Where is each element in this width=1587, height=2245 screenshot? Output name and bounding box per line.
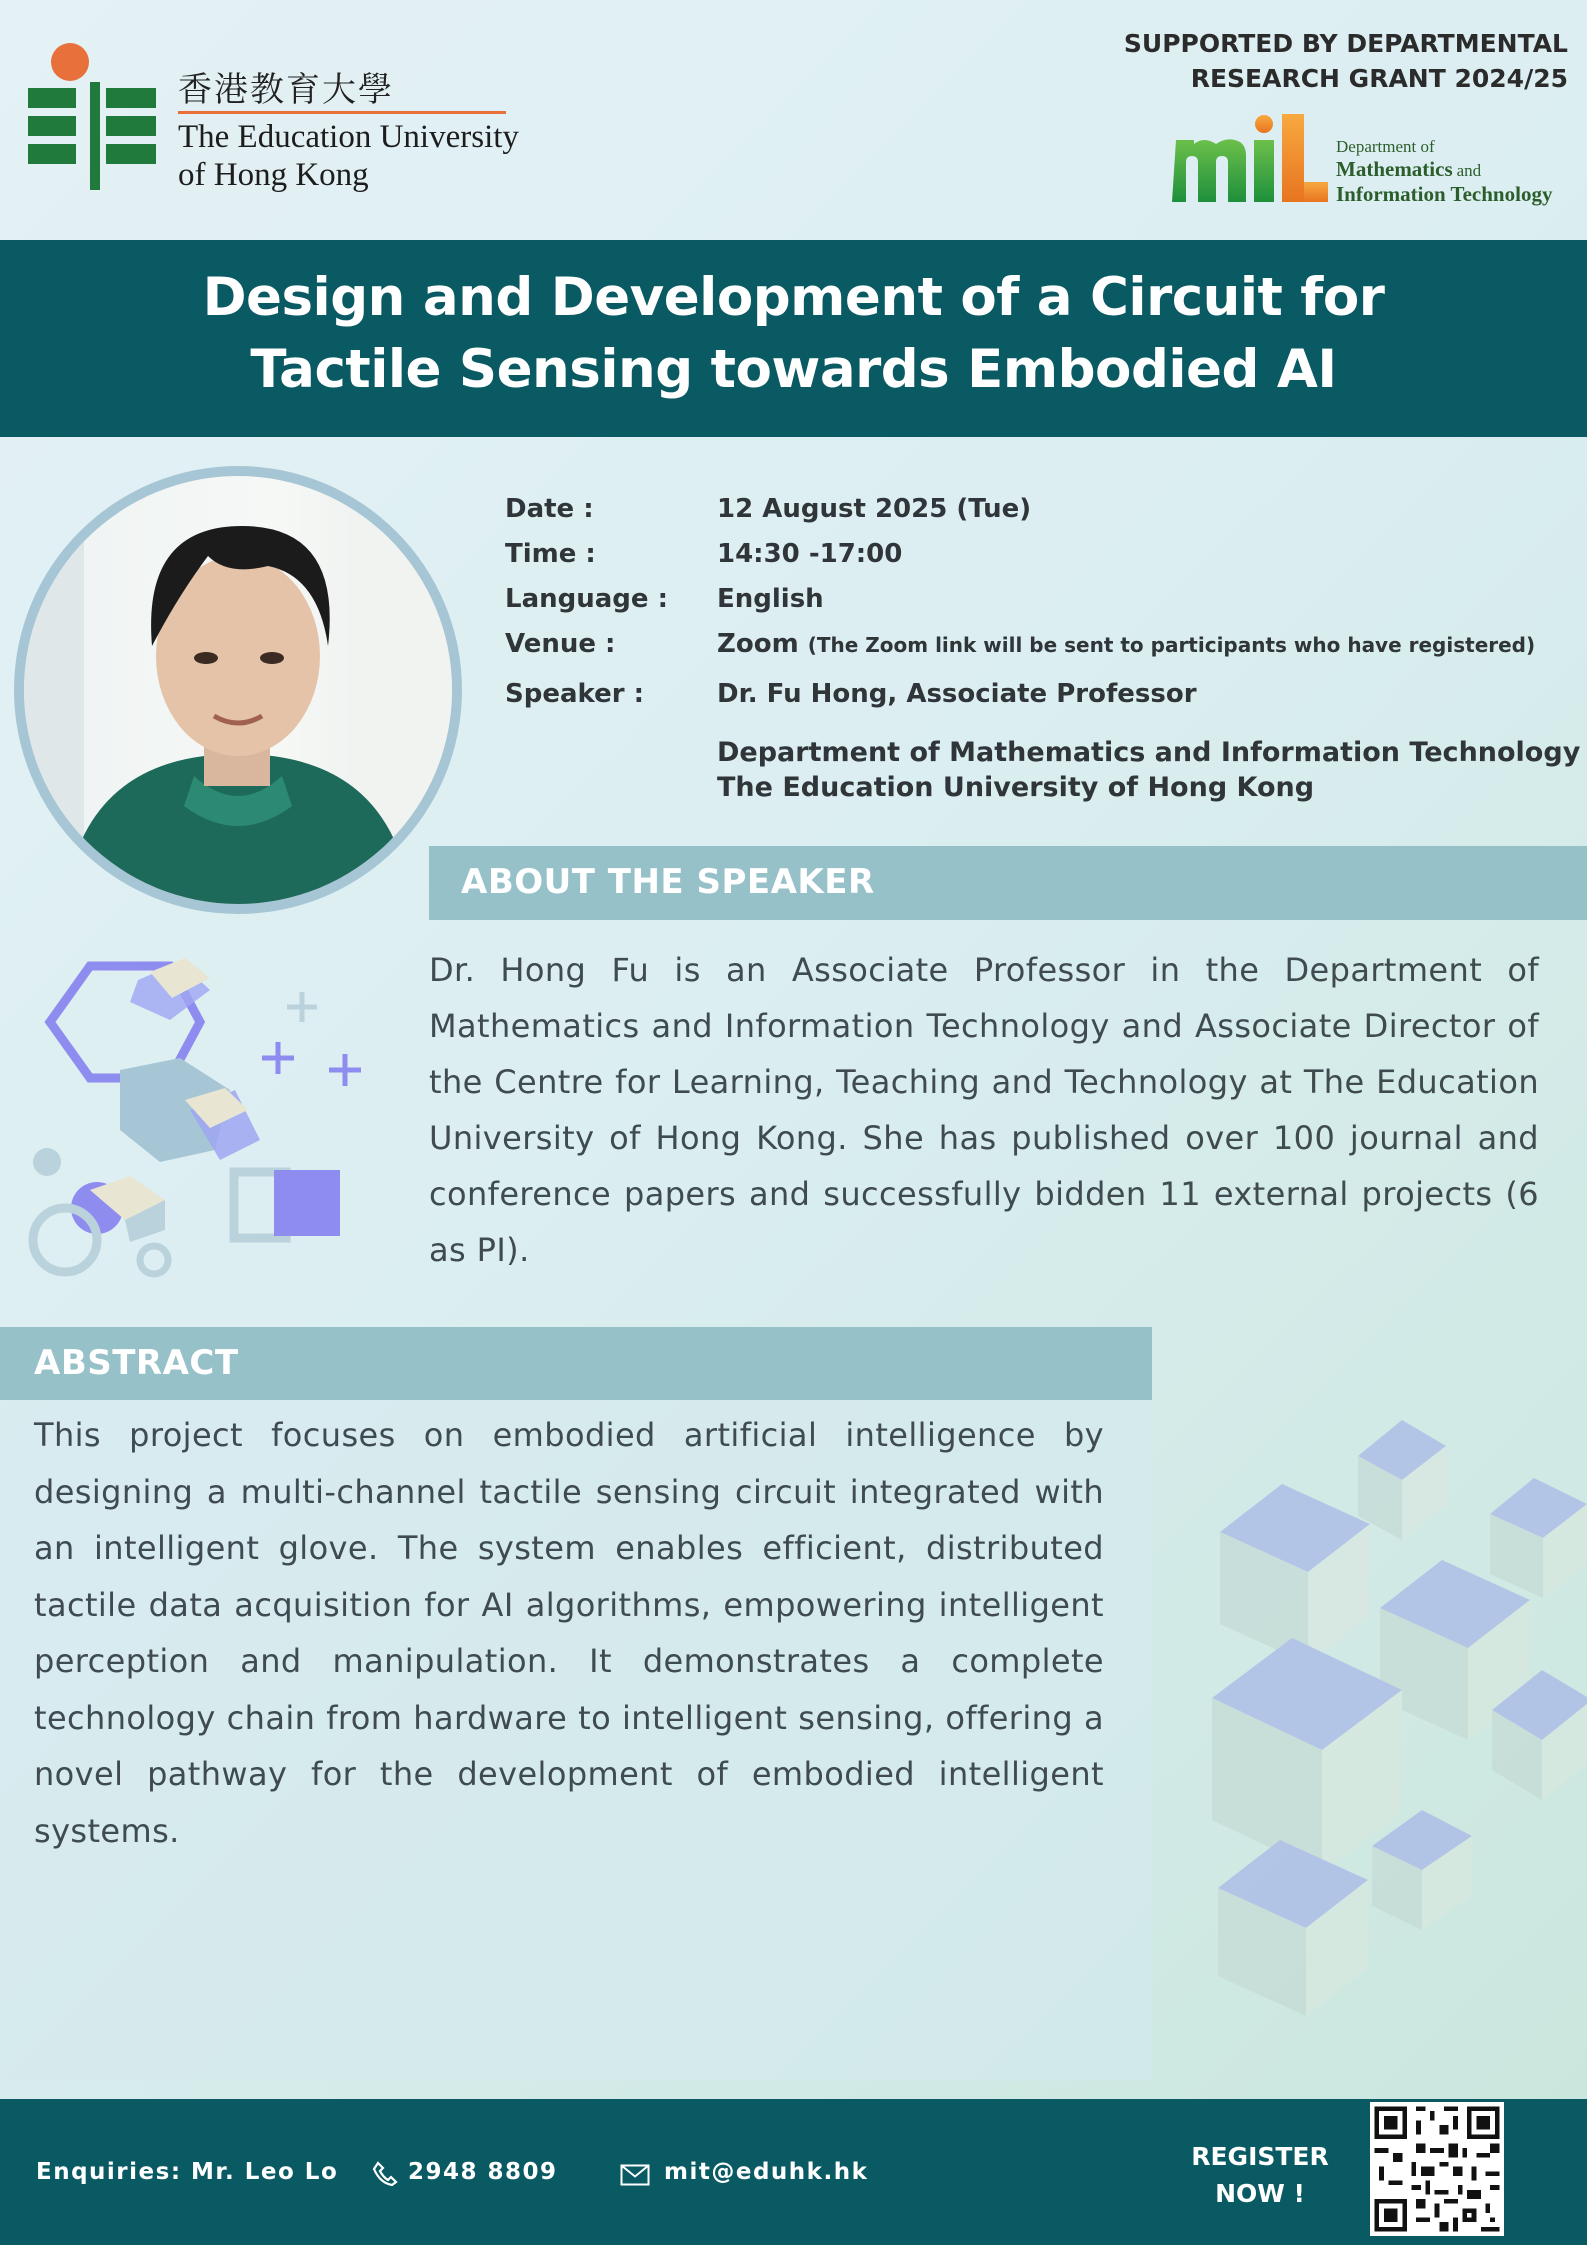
mail-icon [620, 2164, 650, 2186]
affiliation-line1: Department of Mathematics and Information Technology [717, 737, 1581, 768]
register-now-label [1160, 2138, 1360, 2212]
eduhk-logo-icon [28, 40, 156, 190]
about-speaker-text: Dr. Hong Fu is an Associate Professor in the Department of Mathematics and Information Technology and Associate Director of the Centre for Learning, Teaching and Technology at The Education University of Hong Kong. She has published over 100 journal and conference papers and successfully bidden 11 external projects (6 as PI). [429, 951, 1539, 1269]
phone-number[interactable]: 2948 8809 [408, 2159, 558, 2185]
qr-code[interactable] [1370, 2102, 1504, 2236]
logo-divider [178, 111, 506, 114]
language-value: English [717, 584, 824, 614]
time-value: 14:30 -17:00 [717, 539, 903, 569]
language-label: Language : [505, 584, 668, 614]
title-line1: Design and Development of a Circuit for [202, 267, 1385, 328]
dept-logo-text [1336, 136, 1552, 205]
time-label: Time : [505, 539, 596, 569]
dept-logo-and: and [1456, 161, 1482, 180]
venue-note: (The Zoom link will be sent to participants who have registered) [807, 633, 1536, 657]
about-speaker-heading: ABOUT THE SPEAKER [461, 862, 875, 902]
abstract-text: This project focuses on embodied artificial intelligence by designing a multi-channel tactile sensing circuit integrated with an intelligent glove. The system enables efficient, distributed tactile data acquisition for AI algorithms, empowering intelligent perception and manipulation. It demonstrates a complete technology chain from hardware to intelligent sensing, offering a novel pathway for the development of embodied intelligent systems. [34, 1416, 1104, 1850]
enquiries-contact: Enquiries: Mr. Leo Lo [36, 2159, 339, 2185]
affiliation-line2: The Education University of Hong Kong [717, 772, 1315, 803]
register-line1: REGISTER [1191, 2142, 1329, 2171]
geometric-decoration-icon [20, 950, 380, 1290]
university-name-line2: of Hong Kong [178, 157, 369, 193]
dept-logo-line3: Information Technology [1336, 182, 1553, 206]
university-name-chinese: 香港教育大學 [178, 70, 394, 110]
dept-logo-line1: Department of [1336, 137, 1435, 156]
register-line2: NOW ! [1215, 2179, 1305, 2208]
date-value: 12 August 2025 (Tue) [717, 494, 1032, 524]
university-name-english [178, 118, 519, 194]
speaker-photo [24, 476, 452, 904]
page-title [0, 262, 1587, 406]
dept-logo-line2: Mathematics [1336, 157, 1453, 181]
support-line1: SUPPORTED BY DEPARTMENTAL [1123, 29, 1568, 58]
speaker-value: Dr. Fu Hong, Associate Professor [717, 679, 1197, 709]
support-line2: RESEARCH GRANT 2024/25 [1190, 64, 1568, 93]
email-link[interactable]: mit@eduhk.hk [664, 2159, 869, 2185]
cube-decoration-icon [1200, 1420, 1587, 2020]
speaker-label: Speaker : [505, 679, 645, 709]
title-line2: Tactile Sensing towards Embodied AI [250, 339, 1337, 400]
speaker-affiliation [717, 735, 1580, 805]
abstract-heading: ABSTRACT [34, 1343, 239, 1383]
grant-support-note [1124, 26, 1568, 96]
date-label: Date : [505, 494, 594, 524]
venue-value: Zoom [717, 629, 799, 659]
venue-value-group [717, 629, 1535, 659]
venue-label: Venue : [505, 629, 616, 659]
university-name-line1: The Education University [178, 119, 519, 155]
mit-dept-logo-icon [1172, 110, 1330, 206]
speaker-portrait-icon [24, 476, 452, 904]
phone-icon [372, 2160, 398, 2186]
